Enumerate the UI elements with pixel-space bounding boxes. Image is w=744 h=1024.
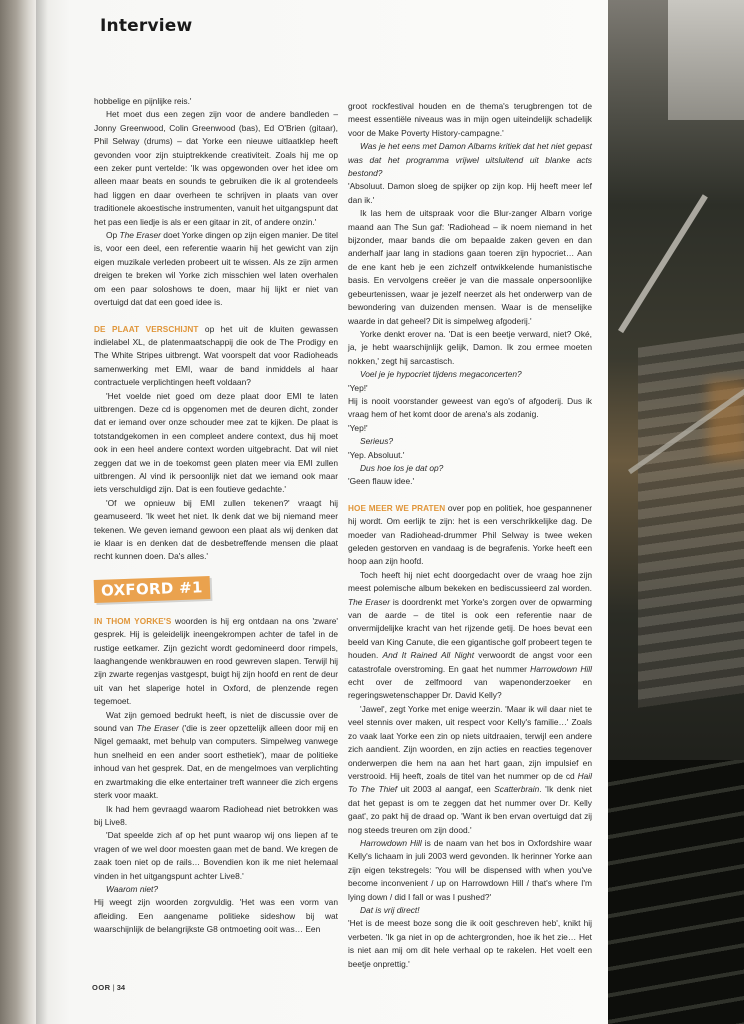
section-title: Interview xyxy=(100,16,193,36)
interview-question: Voel je je hypocriet tijdens megaconcerten? xyxy=(360,369,522,380)
paragraph: 'Het is de meest boze song die ik ooit geschreven heb', knikt hij verbeten. 'Ik ga niet in op de achtergronden, hoe ik het zie… Het is niet aan mij om dit hele verhaal op te rakelen. Het voelt een beetje onprettig.' xyxy=(348,918,592,969)
paragraph-with-lead: HOE MEER WE PRATEN over pop en politiek, hoe gespannener hij wordt. Om eerlijk te zijn: het is een verschrikkelijke dag. De moeder van Radiohead-drummer Phil Selway is twee weken geleden gestorven en vandaag is de begrafenis. Yorke heeft een hoop aan zijn hoofd. xyxy=(348,502,593,567)
paragraph: Yorke denkt erover na. 'Dat is een beetje verward, niet? Oké, ja, je hebt waarschijnlijk gelijk, Damon. Ik zou ermee moeten nokken,' zegt hij sarcastisch. xyxy=(348,328,592,366)
footer-divider: | xyxy=(112,983,117,992)
paragraph: 'Jawel', zegt Yorke met enige weerzin. 'Maar ik wil daar niet te veel stennis over maken, uit respect voor Kelly's familie…' Zoals zo vaak laat Yorke een zin op niets uitdraaien, terwijl een andere zich aandient. Zijn woorden, en zijn acties en reacties tegenover onderwerpen die hem na aan het hart gaan, zijn impulsief en verstrooid. Hij heeft, zoals de titel van het nummer op de cd Hail To The Thief uit 2003 al aangaf, een Scatterbrain. 'Ik denk niet dat het gepast is om te zeggen dat het nummer over Dr. Kelly gaat', zo pakt hij de draad op. 'Want ik ben ervan overtuigd dat zij nog steeds treuren om zijn dood.' xyxy=(348,703,593,835)
interview-question: Was je het eens met Damon Albarns kritiek dat het niet gepast was dat het programma vrijwel uitsluitend uit blanke acts bestond? xyxy=(348,141,592,179)
paragraph: Ik had hem gevraagd waarom Radiohead niet betrokken was bij Live8. xyxy=(94,803,338,827)
photo-railing xyxy=(618,194,708,333)
paragraph: Toch heeft hij niet echt doorgedacht over de vraag hoe zijn meest polemische album bekeken en bediscussieerd zal worden. The Eraser is doordrenkt met Yorke's zorgen over de opwarming van de aarde – de titel is ook een referentie naar de onvermijdelijke kracht van het rijzende getij. De hoes bevat een beeld van King Canute, die een gigantische golf probeert tegen te houden. And It Rained All Night verwoordt de angst voor een catastrofale overstroming. En gaat het nummer Harrowdown Hill echt over de zelfmoord van wapenonderzoeker en regeringswetenschapper Dr. David Kelly? xyxy=(348,569,593,701)
paragraph: 'Yep!' xyxy=(348,382,368,393)
paragraph: Harrowdown Hill is de naam van het bos in Oxfordshire waar Kelly's lichaam in juli 2003 werd gevonden. Ik herinner Yorke aan zijn eigen tekstregels: 'You will be dispensed with when you've become inconvenient / up on Harrowdown Hill / that's where I'm lying down / did I fall or was I pushed?' xyxy=(348,837,592,902)
page-number: 34 xyxy=(116,983,126,992)
interview-question: Serieus? xyxy=(360,436,394,447)
page-fold-shadow xyxy=(36,0,48,1024)
interview-question: Dat is vrij direct! xyxy=(360,904,420,915)
paragraph: 'Of we opnieuw bij EMI zullen tekenen?' vraagt hij geamuseerd. 'Ik weet het niet. Ik denk dat we bij niemand meer tekenen. We geven iemand gewoon een plaat als wij denken dat ie klaar is en denken dat de desbetreffende mensen die plaat recht kunnen doen. Da's alles.' xyxy=(94,497,338,562)
paragraph: Op The Eraser doet Yorke dingen op zijn eigen manier. De titel is, voor een deel, een referentie waarin hij het gewicht van zijn eigen muzikale verleden probeert uit te wissen. Als ze zijn armen dreigen te breken wil Yorke zich misschien wel laten overhalen om een paar soloshows te doen, maar hij lijkt er niet van overtuigd dat dat een goed idee is. xyxy=(94,230,338,308)
subhead-badge: OXFORD #1 xyxy=(94,576,210,603)
subhead-block xyxy=(94,578,338,601)
paragraph: Ik las hem de uitspraak voor die Blur-zanger Albarn vorige maand aan The Sun gaf: 'Radiohead – ik noem niemand in het bijzonder, maar bands die om bepaalde zaken geven en dan anderhalf jaar lang in stadions gaan toeren zijn hypocriet… Aan de ene kant heb je een zichzelf ontwikkelende humanistische basis. En vervolgens creëer je van die massale onpersoonlijke gebeurtenissen, waar je jezelf neerzet als het onderwerp van de bewondering van duizenden mensen. Waar is de menselijke waarde in dat geheel? Dit is simpelweg afgoderij.' xyxy=(348,208,592,326)
page-footer xyxy=(92,983,125,992)
paragraph-with-lead: DE PLAAT VERSCHIJNT op het uit de kluiten gewassen indielabel XL, de platenmaatschappij die ook de The Prodigy en The White Stripes uitbrengt. Wat voorspelt dat voor Radioheads samenwerking met EMI, waar de band inmiddels al haar contractuele verplichtingen heeft voldaan? xyxy=(94,323,338,388)
paragraph: Wat zijn gemoed bedrukt heeft, is niet de discussie over de sound van The Eraser ('die is zeer opzettelijk alleen door mij en Nigel gemaakt, met behulp van computers. Simpelweg vanwege hun snelheid en een ander soort esthetiek'), maar de politieke inhoud van het gesprek. Dat, en de mengelmoes van verplichting en zwartmaking die elke entertainer treft wanneer die zich ergens sterk voor maakt. xyxy=(94,709,338,801)
paragraph: Hij weegt zijn woorden zorgvuldig. 'Het was een vorm van afleiding. Een aangename politieke sideshow bij wat waarschijnlijk de belangrijkste G8 ontmoeting ooit was… Een xyxy=(94,897,338,935)
paragraph: Hij is nooit voorstander geweest van ego's of afgoderij. Dus ik vraag hem of het komt door de arena's als zodanig. xyxy=(348,395,592,420)
photo-sky xyxy=(668,0,744,120)
paragraph: 'Het voelde niet goed om deze plaat door EMI te laten uitbrengen. Deze cd is opgenomen met de deuren dicht, zonder dat er iemand over onze schouder mee zat te kijken. De plaat is totstandgekomen in een compleet andere context, dus hij moet ook in een heel andere context worden uitgebracht. Dat wil niet zeggen dat we in de toekomst geen platen meer via EMI zullen uitbrengen. Al vind ik persoonlijk niet dat we iemand ook maar iets verschuldigd zijn. Dat is een foutieve gedachte.' xyxy=(94,390,338,495)
lead-in: IN THOM YORKE'S xyxy=(94,616,172,626)
paragraph: groot rockfestival houden en de thema's terugbrengen tot de meest essentiële niveaus was in mijn ogen uiteindelijk schadelijk voor de Make Poverty History-campagne.' xyxy=(348,101,592,138)
paragraph: 'Geen flauw idee.' xyxy=(348,476,415,487)
paragraph: 'Yep!' xyxy=(348,422,368,433)
paragraph-with-lead: IN THOM YORKE'S woorden is hij erg ontdaan na ons 'zware' gesprek. Hij is geleidelijk ineengekrompen achter de tafel in de rustige eetkamer. Zijn gezicht wordt gedomineerd door rimpels, laaghangende wenkbrauwen en rood gewreven slapen. Terwijl hij zijn zwarte regenjas vastgespt, buigt hij zijn hoofd en rent de deur uit van het slaperige hotel in Oxford, de plenzende regen tegemoet. xyxy=(94,615,338,707)
left-page-edge xyxy=(0,0,36,1024)
magazine-logo: OOR xyxy=(92,983,111,992)
paragraph: 'Dat speelde zich af op het punt waarop wij ons liepen af te vragen of we wel door moesten gaan met de band. We kregen de zaak toen niet op de rails… Bovendien kon ik me niet helemaal vinden in het uitgangspunt achter Live8.' xyxy=(94,830,338,881)
article-column-left xyxy=(94,95,338,937)
interview-question: Waarom niet? xyxy=(106,883,158,894)
paragraph: 'Yep. Absoluut.' xyxy=(348,449,405,460)
article-column-right xyxy=(348,100,592,971)
interview-question: Dus hoe los je dat op? xyxy=(360,462,444,473)
paragraph: 'Absoluut. Damon sloeg de spijker op zijn kop. Hij heeft meer lef dan ik.' xyxy=(348,181,592,205)
photo-strip xyxy=(608,0,744,1024)
lead-in: DE PLAAT VERSCHIJNT xyxy=(94,324,199,334)
lead-in: HOE MEER WE PRATEN xyxy=(348,503,446,513)
photo-stairs xyxy=(608,760,744,1024)
paragraph: Het moet dus een zegen zijn voor de andere bandleden – Jonny Greenwood, Colin Greenwood (bas), Ed O'Brien (gitaar), Phil Selway (drums) – dat Yorke een nieuwe uitlaatklep heeft gevonden voor zijn stuiptrekkende creativiteit. Zoals hij me op een zeker punt vertelde: 'Ik was opgewonden over het idee om alleen maar beats en sounds te gebruiken die ik al grotendeels had liggen en daar overheen te schrijven in plaats van over traditionele akoestische instrumenten, vanuit het uitgangspunt dat het pas een liedje is als er een gitaar in zit, of andere onzin.' xyxy=(94,109,338,227)
paragraph: hobbelige en pijnlijke reis.' xyxy=(94,96,192,106)
